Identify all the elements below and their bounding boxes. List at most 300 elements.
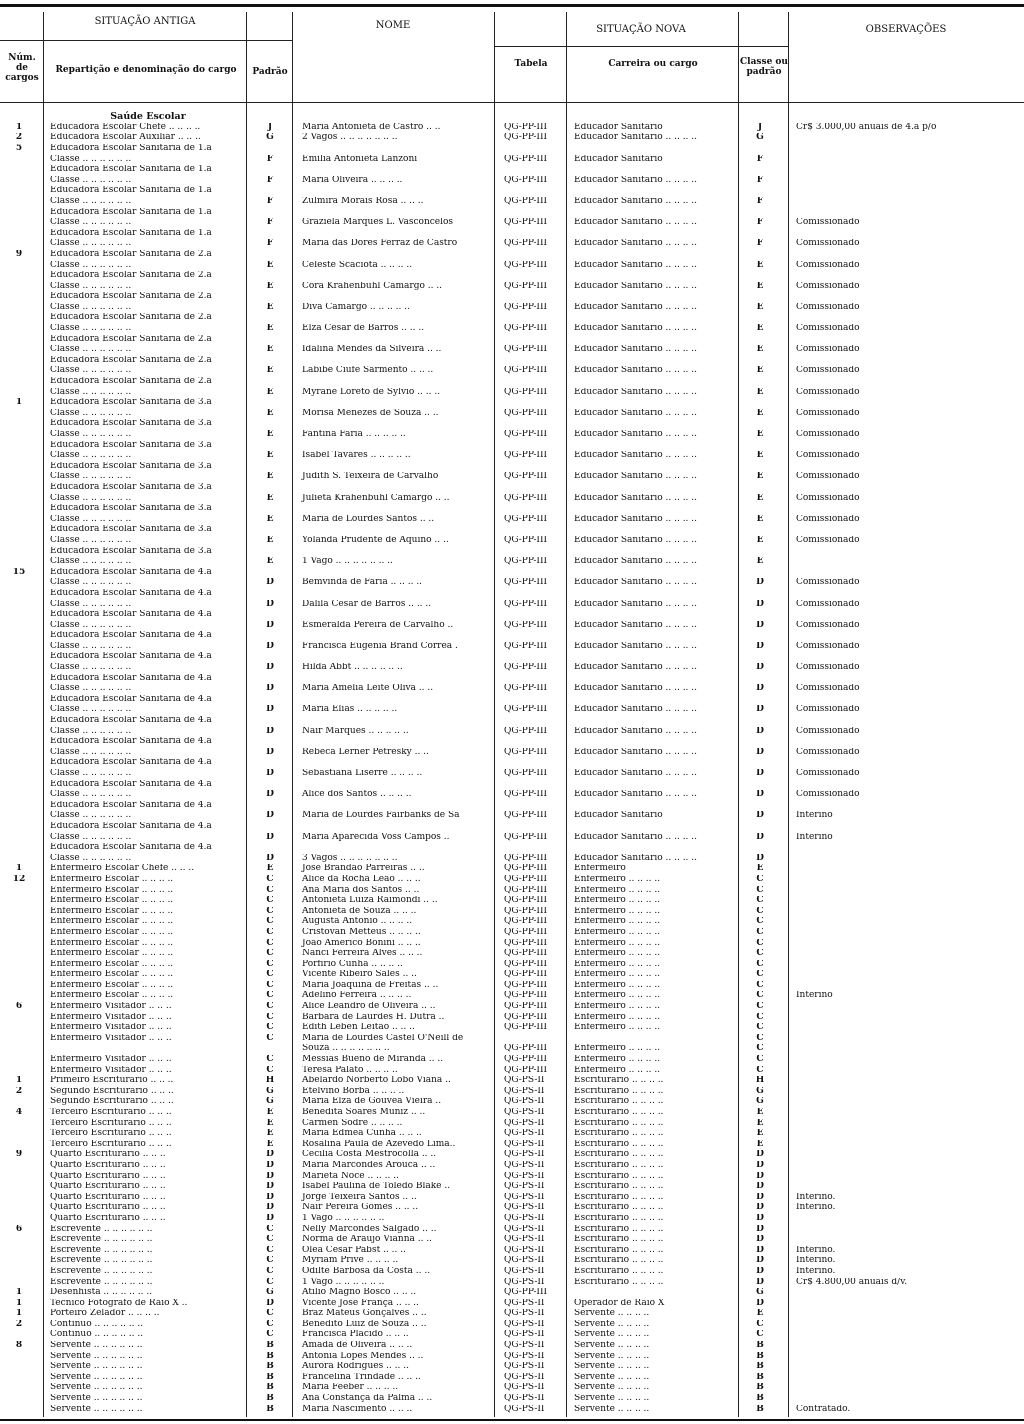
cell-nome: Myriam Prive .. .. .. .. (302, 1256, 399, 1266)
table-row (0, 683, 1024, 694)
cell-tabela: QG-PS-II (504, 1341, 545, 1351)
cell-carreira: Educador Sanitário .. .. .. .. (574, 684, 697, 694)
cell-tabela: QG-PP-III (504, 154, 548, 164)
cell-classe: D (756, 684, 764, 694)
table-body (0, 122, 1024, 1414)
table-row (0, 1319, 1024, 1330)
cell-tabela: QG-PP-III (504, 196, 548, 206)
cell-carreira: Enfermeiro .. .. .. .. (574, 896, 661, 906)
cell-cargo: Classe .. .. .. .. .. .. (50, 175, 132, 185)
table-row (0, 1298, 1024, 1309)
cell-classe: J (757, 122, 763, 132)
cell-num-cargos: 6 (15, 1002, 23, 1012)
table-row (0, 1033, 1024, 1044)
cell-nome: Isabel Tavares .. .. .. .. .. (302, 451, 411, 461)
cell-cargo: Educadora Escolar Sanitária de 4.a (50, 567, 212, 577)
cell-tabela: QG-PP-III (504, 366, 548, 376)
cell-cargo: Segundo Escriturário .. .. .. (50, 1086, 174, 1096)
cell-classe: C (756, 949, 764, 959)
cell-observacoes: Comissionado (796, 366, 860, 376)
cell-padrao: C (266, 874, 274, 884)
cell-nome: Carmen Sodré .. .. .. .. (302, 1118, 403, 1128)
cell-classe: C (756, 927, 764, 937)
cell-classe: E (756, 408, 764, 418)
cell-cargo: Classe .. .. .. .. .. .. (50, 535, 132, 545)
cell-cargo: Educadora Escolar Sanitária de 4.a (50, 758, 212, 768)
table-row (0, 906, 1024, 917)
table-row (0, 1383, 1024, 1394)
cell-cargo: Classe .. .. .. .. .. .. (50, 154, 132, 164)
cell-tabela: QG-PP-III (504, 493, 548, 503)
cell-carreira: Servente .. .. .. .. (574, 1394, 650, 1404)
cell-classe: G (756, 133, 764, 143)
cell-cargo: Educadora Escolar Sanitária de 2.a (50, 313, 212, 323)
cell-nome: Amada de Oliveira .. .. .. (302, 1341, 413, 1351)
cell-padrao: C (266, 885, 274, 895)
table-row (0, 758, 1024, 769)
cell-nome: Alice Leandro de Oliveira .. .. (302, 1002, 436, 1012)
cell-padrao: E (266, 366, 274, 376)
cell-carreira: Educador Sanitário .. .. .. .. (574, 832, 697, 842)
cell-cargo: Enfermeiro Escolar .. .. .. .. (50, 917, 174, 927)
cell-nome: Cecilia Costa Mestrocolla .. .. (302, 1150, 437, 1160)
cell-tabela: QG-PP-III (504, 970, 548, 980)
cell-classe: C (756, 906, 764, 916)
cell-carreira: Servente .. .. .. .. (574, 1330, 650, 1340)
table-row (0, 313, 1024, 324)
cell-padrao: D (266, 726, 274, 736)
cell-cargo: Enfermeiro Visitador .. .. .. (50, 1023, 172, 1033)
cell-classe: C (756, 1065, 764, 1075)
cell-padrao: G (266, 1288, 274, 1298)
table-row (0, 800, 1024, 811)
cell-classe: D (756, 769, 764, 779)
table-row (0, 1234, 1024, 1245)
cell-carreira: Escriturário .. .. .. .. (574, 1256, 664, 1266)
cell-num-cargos: 8 (15, 1341, 23, 1351)
cell-padrao: B (266, 1394, 274, 1404)
cell-carreira: Servente .. .. .. .. (574, 1351, 650, 1361)
cell-tabela: QG-PP-III (504, 408, 548, 418)
cell-nome: Vicente José França .. .. .. (302, 1298, 419, 1308)
cell-padrao: C (266, 1245, 274, 1255)
table-row (0, 323, 1024, 334)
cell-carreira: Educador Sanitário .. .. .. .. (574, 557, 697, 567)
cell-cargo: Enfermeiro Escolar .. .. .. .. (50, 896, 174, 906)
table-row (0, 143, 1024, 154)
cell-nome: Morisa Menezes de Souza .. .. (302, 408, 439, 418)
cell-padrao: B (266, 1362, 274, 1372)
cell-padrao: D (266, 1298, 274, 1308)
cell-cargo: Enfermeiro Escolar .. .. .. .. (50, 991, 174, 1001)
cell-padrao: B (266, 1404, 274, 1414)
cell-tabela: QG-PS-II (504, 1150, 545, 1160)
cell-cargo: Quarto Escriturário .. .. .. (50, 1192, 166, 1202)
cell-tabela: QG-PP-III (504, 430, 548, 440)
cell-tabela: QG-PS-II (504, 1203, 545, 1213)
table-row (0, 196, 1024, 207)
cell-tabela: QG-PP-III (504, 980, 548, 990)
cell-classe: D (756, 1213, 764, 1223)
table-row (0, 556, 1024, 567)
table-row (0, 588, 1024, 599)
cell-classe: D (756, 705, 764, 715)
table-row (0, 472, 1024, 483)
cell-carreira: Enfermeiro .. .. .. .. (574, 1023, 661, 1033)
cell-cargo: Classe .. .. .. .. .. .. (50, 832, 132, 842)
cell-tabela: QG-PS-II (504, 1139, 545, 1149)
cell-padrao: D (266, 578, 274, 588)
cell-nome: Antonieta de Souza .. .. .. (302, 906, 417, 916)
cell-tabela: QG-PP-III (504, 949, 548, 959)
cell-padrao: C (266, 1235, 274, 1245)
cell-padrao: C (266, 991, 274, 1001)
cell-carreira: Escriturário .. .. .. .. (574, 1224, 664, 1234)
cell-nome: Francelina Trindade .. .. .. (302, 1372, 421, 1382)
cell-tabela: QG-PS-II (504, 1213, 545, 1223)
cell-nome: Maria Edméa Cunha .. .. .. (302, 1129, 422, 1139)
cell-classe: C (756, 1319, 764, 1329)
cell-cargo: Educadora Escolar Sanitária de 2.a (50, 249, 212, 259)
cell-observacoes: Comissionado (796, 578, 860, 588)
cell-cargo: Educadora Escolar Chefe .. .. .. .. (50, 122, 201, 132)
table-row (0, 1150, 1024, 1161)
cell-observacoes: Comissionado (796, 345, 860, 355)
cell-carreira: Enfermeiro .. .. .. .. (574, 970, 661, 980)
cell-carreira: Servente .. .. .. .. (574, 1404, 650, 1414)
cell-padrao: C (266, 917, 274, 927)
cell-cargo: Educadora Escolar Sanitária de 1.a (50, 186, 212, 196)
cell-nome: Alice dos Santos .. .. .. .. (302, 790, 412, 800)
cell-cargo: Quarto Escriturário .. .. .. (50, 1182, 166, 1192)
cell-cargo: Escrevente .. .. .. .. .. .. (50, 1256, 153, 1266)
cell-cargo: Servente .. .. .. .. .. .. (50, 1394, 143, 1404)
cell-observacoes: Comissionado (796, 472, 860, 482)
cell-tabela: QG-PP-III (504, 133, 548, 143)
cell-nome: Zulmira Morais Rosa .. .. .. (302, 196, 424, 206)
cell-carreira: Educador Sanitário .. .. .. .. (574, 302, 697, 312)
table-row (0, 779, 1024, 790)
cell-cargo: Terceiro Escriturário .. .. .. (50, 1129, 172, 1139)
cell-carreira: Educador Sanitário .. .. .. .. (574, 726, 697, 736)
cell-padrao: F (266, 175, 274, 185)
cell-cargo: Educadora Escolar Sanitária de 2.a (50, 271, 212, 281)
cell-classe: D (756, 1192, 764, 1202)
table-row (0, 1022, 1024, 1033)
cell-tabela: QG-PP-III (504, 917, 548, 927)
cell-nome: Julieta Krahenbuhl Camargo .. .. (302, 493, 450, 503)
cell-cargo: Enfermeiro Visitador .. .. .. (50, 1065, 172, 1075)
cell-classe: F (756, 175, 764, 185)
cell-classe: D (756, 620, 764, 630)
cell-observacoes: Comissionado (796, 302, 860, 312)
cell-classe: D (756, 1298, 764, 1308)
cell-nome: Barbara de Laurdes H. Dutra .. (302, 1012, 445, 1022)
cell-cargo: Classe .. .. .. .. .. .. (50, 302, 132, 312)
cell-tabela: QG-PS-II (504, 1309, 545, 1319)
cell-tabela: QG-PP-III (504, 557, 548, 567)
cell-nome: Nair Pereira Gomes .. .. .. (302, 1203, 419, 1213)
cell-nome: Adelino Ferreira .. .. .. .. (302, 991, 412, 1001)
cell-carreira: Enfermeiro .. .. .. .. (574, 1012, 661, 1022)
cell-num-cargos: 2 (15, 1319, 23, 1329)
cell-padrao: C (266, 927, 274, 937)
cell-cargo: Educadora Escolar Sanitária de 3.a (50, 440, 212, 450)
cell-cargo: Classe .. .. .. .. .. .. (50, 472, 132, 482)
cell-cargo: Escrevente .. .. .. .. .. .. (50, 1224, 153, 1234)
table-row (0, 334, 1024, 345)
cell-padrao: C (266, 1256, 274, 1266)
bottom-rule (0, 1419, 1024, 1421)
cell-observacoes: Comissionado (796, 535, 860, 545)
cell-padrao: E (266, 864, 274, 874)
cell-tabela: QG-PS-II (504, 1245, 545, 1255)
cell-cargo: Escrevente .. .. .. .. .. .. (50, 1277, 153, 1287)
cell-nome: Fantina Faria .. .. .. .. .. (302, 430, 406, 440)
cell-nome: Sebastiana Liserre .. .. .. .. (302, 769, 423, 779)
cell-cargo: Educadora Escolar Sanitária de 3.a (50, 504, 212, 514)
cell-cargo: Classe .. .. .. .. .. .. (50, 578, 132, 588)
cell-classe: C (756, 874, 764, 884)
cell-carreira: Educador Sanitário .. .. .. .. (574, 853, 697, 863)
table-row (0, 514, 1024, 525)
cell-carreira: Educador Sanitário (574, 811, 663, 821)
cell-cargo: Desenhista .. .. .. .. .. .. (50, 1288, 153, 1298)
cell-padrao: E (266, 345, 274, 355)
cell-classe: E (756, 451, 764, 461)
cell-classe: E (756, 1108, 764, 1118)
cell-tabela: QG-PS-II (504, 1266, 545, 1276)
cell-tabela: QG-PS-II (504, 1394, 545, 1404)
cell-padrao: C (266, 949, 274, 959)
cell-nome: Dalila Cesar de Barros .. .. .. (302, 599, 432, 609)
cell-num-cargos: 6 (15, 1224, 23, 1234)
cell-tabela: QG-PS-II (504, 1256, 545, 1266)
cell-classe: C (756, 1012, 764, 1022)
cell-cargo: Classe .. .. .. .. .. .. (50, 514, 132, 524)
cell-tabela: QG-PP-III (504, 726, 548, 736)
cell-padrao: D (266, 832, 274, 842)
cell-nome: Benedita Soares Muniz .. .. (302, 1108, 426, 1118)
cell-carreira: Escriturário .. .. .. .. (574, 1150, 664, 1160)
cell-classe: E (756, 493, 764, 503)
cell-classe: D (756, 641, 764, 651)
cell-cargo: Enfermeiro Escolar .. .. .. .. (50, 874, 174, 884)
cell-padrao: E (266, 302, 274, 312)
cell-padrao: D (266, 769, 274, 779)
cell-classe: D (756, 790, 764, 800)
cell-num-cargos: 1 (15, 1288, 23, 1298)
cell-cargo: Educadora Escolar Sanitária de 4.a (50, 737, 212, 747)
cell-classe: E (756, 387, 764, 397)
cell-carreira: Educador Sanitário .. .. .. .. (574, 578, 697, 588)
section-title: Saúde Escolar (110, 111, 186, 122)
cell-cargo: Classe .. .. .. .. .. .. (50, 557, 132, 567)
cell-carreira: Enfermeiro .. .. .. .. (574, 927, 661, 937)
table-row (0, 874, 1024, 885)
cell-padrao: E (266, 535, 274, 545)
cell-cargo: Educadora Escolar Sanitária de 3.a (50, 482, 212, 492)
cell-cargo: Educadora Escolar Sanitária de 1.a (50, 207, 212, 217)
header-bottom-rule (0, 102, 1024, 103)
cell-classe: E (756, 324, 764, 334)
cell-cargo: Servente .. .. .. .. .. .. (50, 1383, 143, 1393)
cell-carreira: Educador Sanitário .. .. .. .. (574, 387, 697, 397)
cell-padrao: E (266, 324, 274, 334)
cell-padrao: D (266, 1150, 274, 1160)
cell-classe: C (756, 1055, 764, 1065)
cell-padrao: F (266, 196, 274, 206)
cell-observacoes: Interino. (796, 1256, 836, 1266)
cell-carreira: Educador Sanitário .. .. .. .. (574, 281, 697, 291)
cell-tabela: QG-PS-II (504, 1383, 545, 1393)
cell-tabela: QG-PP-III (504, 260, 548, 270)
cell-cargo: Educadora Escolar Sanitária de 3.a (50, 419, 212, 429)
cell-carreira: Escriturário .. .. .. .. (574, 1213, 664, 1223)
cell-padrao: G (266, 1086, 274, 1096)
cell-classe: F (756, 239, 764, 249)
cell-observacoes: Interino (796, 832, 833, 842)
cell-padrao: C (266, 938, 274, 948)
cell-padrao: C (266, 1330, 274, 1340)
cell-padrao: E (266, 472, 274, 482)
cell-nome: Rosalina Paula de Azevedo Lima.. (302, 1139, 456, 1149)
cell-cargo: Quarto Escriturário .. .. .. (50, 1150, 166, 1160)
table-row (0, 811, 1024, 822)
cell-padrao: E (266, 1118, 274, 1128)
cell-padrao: C (266, 1002, 274, 1012)
cell-observacoes: Comissionado (796, 620, 860, 630)
cell-tabela: QG-PP-III (504, 1055, 548, 1065)
table-row (0, 175, 1024, 186)
cell-observacoes: Interino (796, 991, 833, 1001)
cell-classe: E (756, 472, 764, 482)
cell-cargo: Educadora Escolar Sanitária de 4.a (50, 673, 212, 683)
cell-classe: D (756, 1277, 764, 1287)
cell-num-cargos: 5 (15, 143, 23, 153)
cell-tabela: QG-PP-III (504, 864, 548, 874)
cell-classe: D (756, 726, 764, 736)
cell-cargo: Classe .. .. .. .. .. .. (50, 620, 132, 630)
cell-observacoes: Comissionado (796, 599, 860, 609)
cell-nome: Ana Maria dos Santos .. .. (302, 885, 420, 895)
cell-classe: B (756, 1383, 764, 1393)
header-situacao-nova: SITUAÇÃO NOVA (596, 24, 686, 35)
cell-carreira: Educador Sanitário (574, 122, 663, 132)
cell-nome: Maria Oliveira .. .. .. .. (302, 175, 403, 185)
cell-nome: Maria Aparecida Voss Campos .. (302, 832, 450, 842)
cell-cargo: Educadora Escolar Sanitária de 2.a (50, 292, 212, 302)
cell-carreira: Enfermeiro .. .. .. .. (574, 1002, 661, 1012)
cell-cargo: Enfermeiro Escolar .. .. .. .. (50, 938, 174, 948)
cell-observacoes: Comissionado (796, 451, 860, 461)
table-row (0, 1393, 1024, 1404)
cell-carreira: Servente .. .. .. .. (574, 1309, 650, 1319)
cell-cargo: Educadora Escolar Sanitária de 1.a (50, 228, 212, 238)
cell-classe: C (756, 959, 764, 969)
table-row (0, 885, 1024, 896)
cell-tabela: QG-PP-III (504, 959, 548, 969)
cell-carreira: Educador Sanitário .. .. .. .. (574, 705, 697, 715)
cell-observacoes: Comissionado (796, 726, 860, 736)
cell-cargo: Servente .. .. .. .. .. .. (50, 1341, 143, 1351)
cell-tabela: QG-PP-III (504, 906, 548, 916)
cell-carreira: Operador de Raio X (574, 1298, 665, 1308)
cell-nome: Bemvinda de Faria .. .. .. .. (302, 578, 423, 588)
cell-padrao: J (267, 122, 273, 132)
cell-cargo: Educadora Escolar Sanitária de 1.a (50, 165, 212, 175)
table-row (0, 281, 1024, 292)
cell-cargo: Classe .. .. .. .. .. .. (50, 811, 132, 821)
table-row (0, 652, 1024, 663)
cell-cargo: Escrevente .. .. .. .. .. .. (50, 1235, 153, 1245)
cell-cargo: Classe .. .. .. .. .. .. (50, 260, 132, 270)
cell-padrao: C (266, 970, 274, 980)
table-row (0, 366, 1024, 377)
cell-padrao: C (266, 1277, 274, 1287)
cell-nome: Maria Feeber .. .. .. .. (302, 1383, 399, 1393)
cell-padrao: C (266, 906, 274, 916)
cell-cargo: Classe .. .. .. .. .. .. (50, 196, 132, 206)
cell-carreira: Educador Sanitário (574, 154, 663, 164)
cell-nome: Rebeca Lerner Petresky .. .. (302, 747, 429, 757)
table-row (0, 1266, 1024, 1277)
cell-nome: Maria Nascimento .. .. .. (302, 1404, 413, 1414)
cell-tabela: QG-PS-II (504, 1108, 545, 1118)
cell-cargo: Primeiro Escriturário .. .. .. (50, 1076, 174, 1086)
cell-padrao: D (266, 641, 274, 651)
cell-carreira: Enfermeiro .. .. .. .. (574, 991, 661, 1001)
cell-classe: E (756, 864, 764, 874)
cell-carreira: Servente .. .. .. .. (574, 1383, 650, 1393)
cell-classe: C (756, 1002, 764, 1012)
cell-classe: E (756, 430, 764, 440)
cell-classe: F (756, 154, 764, 164)
cell-carreira: Servente .. .. .. .. (574, 1319, 650, 1329)
cell-cargo: Contínuo .. .. .. .. .. .. (50, 1330, 144, 1340)
table-row (0, 1213, 1024, 1224)
table-row (0, 387, 1024, 398)
cell-carreira: Educador Sanitário .. .. .. .. (574, 133, 697, 143)
cell-carreira: Escriturário .. .. .. .. (574, 1118, 664, 1128)
cell-cargo: Classe .. .. .. .. .. .. (50, 769, 132, 779)
table-row (0, 578, 1024, 589)
cell-padrao: C (266, 1224, 274, 1234)
cell-cargo: Enfermeiro Escolar .. .. .. .. (50, 885, 174, 895)
cell-carreira: Enfermeiro .. .. .. .. (574, 959, 661, 969)
table-row (0, 1001, 1024, 1012)
cell-carreira: Educador Sanitário .. .. .. .. (574, 514, 697, 524)
cell-observacoes: Comissionado (796, 387, 860, 397)
cell-classe: C (756, 1023, 764, 1033)
cell-cargo: Enfermeiro Escolar Chefe .. .. .. (50, 864, 195, 874)
cell-padrao: B (266, 1351, 274, 1361)
cell-tabela: QG-PP-III (504, 218, 548, 228)
cell-padrao: G (266, 1097, 274, 1107)
cell-cargo: Enfermeiro Visitador .. .. .. (50, 1002, 172, 1012)
table-row (0, 440, 1024, 451)
cell-tabela: QG-PP-III (504, 811, 548, 821)
cell-carreira: Educador Sanitário .. .. .. .. (574, 451, 697, 461)
cell-classe: D (756, 1256, 764, 1266)
cell-classe: E (756, 1129, 764, 1139)
cell-carreira: Educador Sanitário .. .. .. .. (574, 260, 697, 270)
cell-classe: E (756, 557, 764, 567)
cell-tabela: QG-PP-III (504, 938, 548, 948)
cell-cargo: Quarto Escriturário .. .. .. (50, 1213, 166, 1223)
cell-tabela: QG-PS-II (504, 1235, 545, 1245)
table-row (0, 832, 1024, 843)
